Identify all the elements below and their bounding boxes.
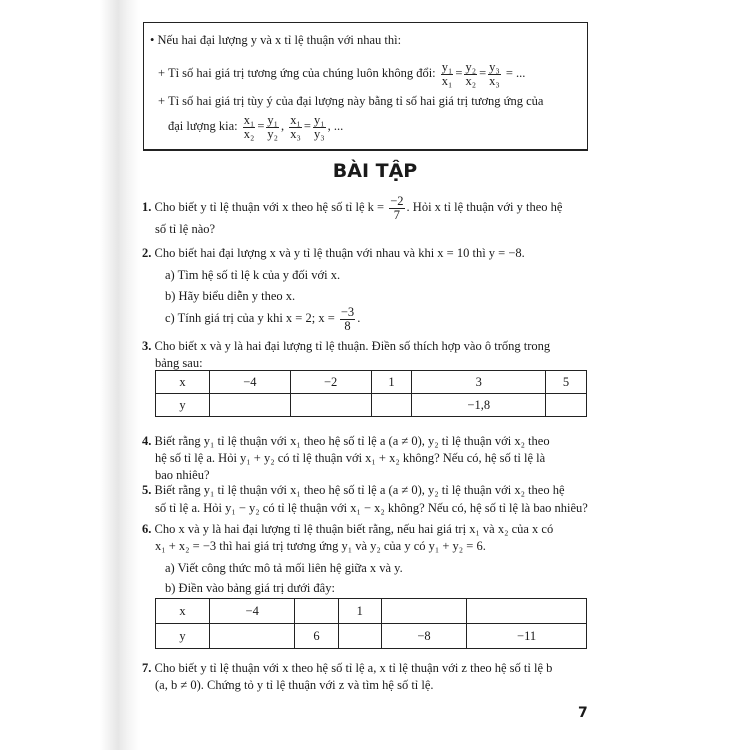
summary-intro <box>150 32 401 48</box>
table-cell: 1 <box>371 371 412 394</box>
exercise-6-table <box>155 598 587 649</box>
table-cell: 3 <box>412 371 546 394</box>
exercise-1-cont: số tỉ lệ nào? <box>155 222 216 236</box>
table-row-x <box>156 599 587 624</box>
table-cell <box>210 394 291 417</box>
table-cell: −1,8 <box>412 394 546 417</box>
point-text: + Tỉ số hai giá trị tương ứng của chúng luôn không đổi: <box>158 66 436 80</box>
table-cell: −2 <box>290 371 371 394</box>
exercise-3-table <box>155 370 587 417</box>
exercise-7-cont: (a, b ≠ 0). Chứng tỏ y tỉ lệ thuận với z và tìm hệ số tỉ lệ. <box>155 678 434 692</box>
fraction: $\frac{\text{y₁}}{\text{y₃}}$ <box>313 112 325 141</box>
exercise-4: 4. Biết rằng y₁ tỉ lệ thuận với x₁ theo hệ số tỉ lệ a (a ≠ 0), y₂ tỉ lệ thuận với x₂ theo <box>142 434 550 448</box>
exercise-6: 6. Cho x và y là hai đại lượng tỉ lệ thuận biết rằng, nếu hai giá trị x₁ và x₂ của x có <box>142 522 554 536</box>
table-cell: −4 <box>210 599 295 624</box>
exercise-6-cont: x₁ + x₂ = −3 thì hai giá trị tương ứng y₁ và y₂ của y có y₁ + y₂ = 6. <box>155 539 486 553</box>
table-cell: y <box>156 624 210 649</box>
table-cell <box>295 599 338 624</box>
table-cell <box>338 624 381 649</box>
table-cell: −4 <box>210 371 291 394</box>
exercise-2c: c) Tính giá trị của y khi x = 2; x = $\frac{-3}{8}$ . <box>165 304 361 333</box>
table-cell <box>371 394 412 417</box>
fraction: $\frac{\text{y₂}}{\text{x₂}}$ <box>465 59 477 88</box>
exercise-6b: b) Điền vào bảng giá trị dưới đây: <box>165 581 335 595</box>
fraction: $\frac{\text{x₁}}{\text{x₂}}$ <box>243 112 255 141</box>
exercise-7: 7. Cho biết y tỉ lệ thuận với x theo hệ số tỉ lệ a, x tỉ lệ thuận với z theo hệ số tỉ lệ b <box>142 661 553 675</box>
table-cell <box>381 599 466 624</box>
exercise-3-cont: bảng sau: <box>155 356 203 370</box>
table-cell <box>467 599 587 624</box>
table-cell: y <box>156 394 210 417</box>
exercise-6a: a) Viết công thức mô tả mối liên hệ giữa x và y. <box>165 561 403 575</box>
exercise-1: 1. Cho biết y tỉ lệ thuận với x theo hệ số tỉ lệ k = $\frac{-2}{7}$ . Hỏi x tỉ lệ thuận với y theo hệ <box>142 193 563 222</box>
page-binding-shadow <box>100 0 140 750</box>
table-cell: 5 <box>546 371 587 394</box>
fraction: $\frac{-3}{8}$ <box>340 304 355 333</box>
exercise-4-cont: bao nhiêu? <box>155 468 210 482</box>
exercise-2a: a) Tìm hệ số tỉ lệ k của y đối với x. <box>165 268 341 282</box>
intro-text: Nếu hai đại lượng y và x tỉ lệ thuận với nhau thì: <box>157 33 402 47</box>
exercise-5: 5. Biết rằng y₁ tỉ lệ thuận với x₁ theo hệ số tỉ lệ a (a ≠ 0), y₂ tỉ lệ thuận với x₂ theo hệ <box>142 483 565 497</box>
page-number: 7 <box>578 705 588 721</box>
fraction: $\frac{-2}{7}$ <box>390 193 404 222</box>
table-cell <box>546 394 587 417</box>
table-row-y <box>156 624 587 649</box>
exercise-2: 2. Cho biết hai đại lượng x và y tỉ lệ thuận với nhau và khi x = 10 thì y = −8. <box>142 246 525 260</box>
table-cell <box>290 394 371 417</box>
bullet-icon: • <box>150 33 155 47</box>
fraction: $\frac{\text{x₁}}{\text{x₃}}$ <box>290 112 301 141</box>
table-cell: −8 <box>381 624 466 649</box>
table-row-y <box>156 394 587 417</box>
table-cell <box>210 624 295 649</box>
table-cell: x <box>156 371 210 394</box>
exercise-2b: b) Hãy biểu diễn y theo x. <box>165 289 296 303</box>
summary-point-1: + Tỉ số hai giá trị tương ứng của chúng luôn không đổi: $\frac{\text{y₁}}{\text{x₁}}$ = $\frac{\text{y₂}}{\text{x₂}}$ = $\frac{\text{y₃}}{\text{x₃}}$ = ... <box>158 59 526 88</box>
exercise-5-cont: số tỉ lệ a. Hỏi y₁ − y₂ có tỉ lệ thuận với x₁ − x₂ không? Nếu có, hệ số tỉ lệ là bao nhiêu? <box>155 501 588 515</box>
table-cell: 1 <box>338 599 381 624</box>
summary-point-2: + Tỉ số hai giá trị tùy ý của đại lượng này bằng tỉ số hai giá trị tương ứng của <box>158 94 544 108</box>
table-cell: 6 <box>295 624 338 649</box>
table-cell: x <box>156 599 210 624</box>
section-heading: BÀI TẬP <box>332 160 418 182</box>
exercise-4-cont: hệ số tỉ lệ a. Hỏi y₁ + y₂ có tỉ lệ thuận với x₁ + x₂ không? Nếu có, hệ số tỉ lệ là <box>155 451 546 465</box>
fraction: $\frac{\text{y₁}}{\text{x₁}}$ <box>441 59 453 88</box>
fraction: $\frac{\text{y₃}}{\text{x₃}}$ <box>489 59 500 88</box>
exercise-3: 3. Cho biết x và y là hai đại lượng tỉ lệ thuận. Điền số thích hợp vào ô trống trong <box>142 339 551 353</box>
fraction: $\frac{\text{y₁}}{\text{y₂}}$ <box>267 112 279 141</box>
table-row-x <box>156 371 587 394</box>
summary-point-2-cont: đại lượng kia: $\frac{\text{x₁}}{\text{x₂}}$ = $\frac{\text{y₁}}{\text{y₂}}$ , $\frac{\text{x₁}}{\text{x₃}}$ = $\frac{\text{y₁}}{\text{y₃}}$ , ... <box>168 112 344 141</box>
table-cell: −11 <box>467 624 587 649</box>
